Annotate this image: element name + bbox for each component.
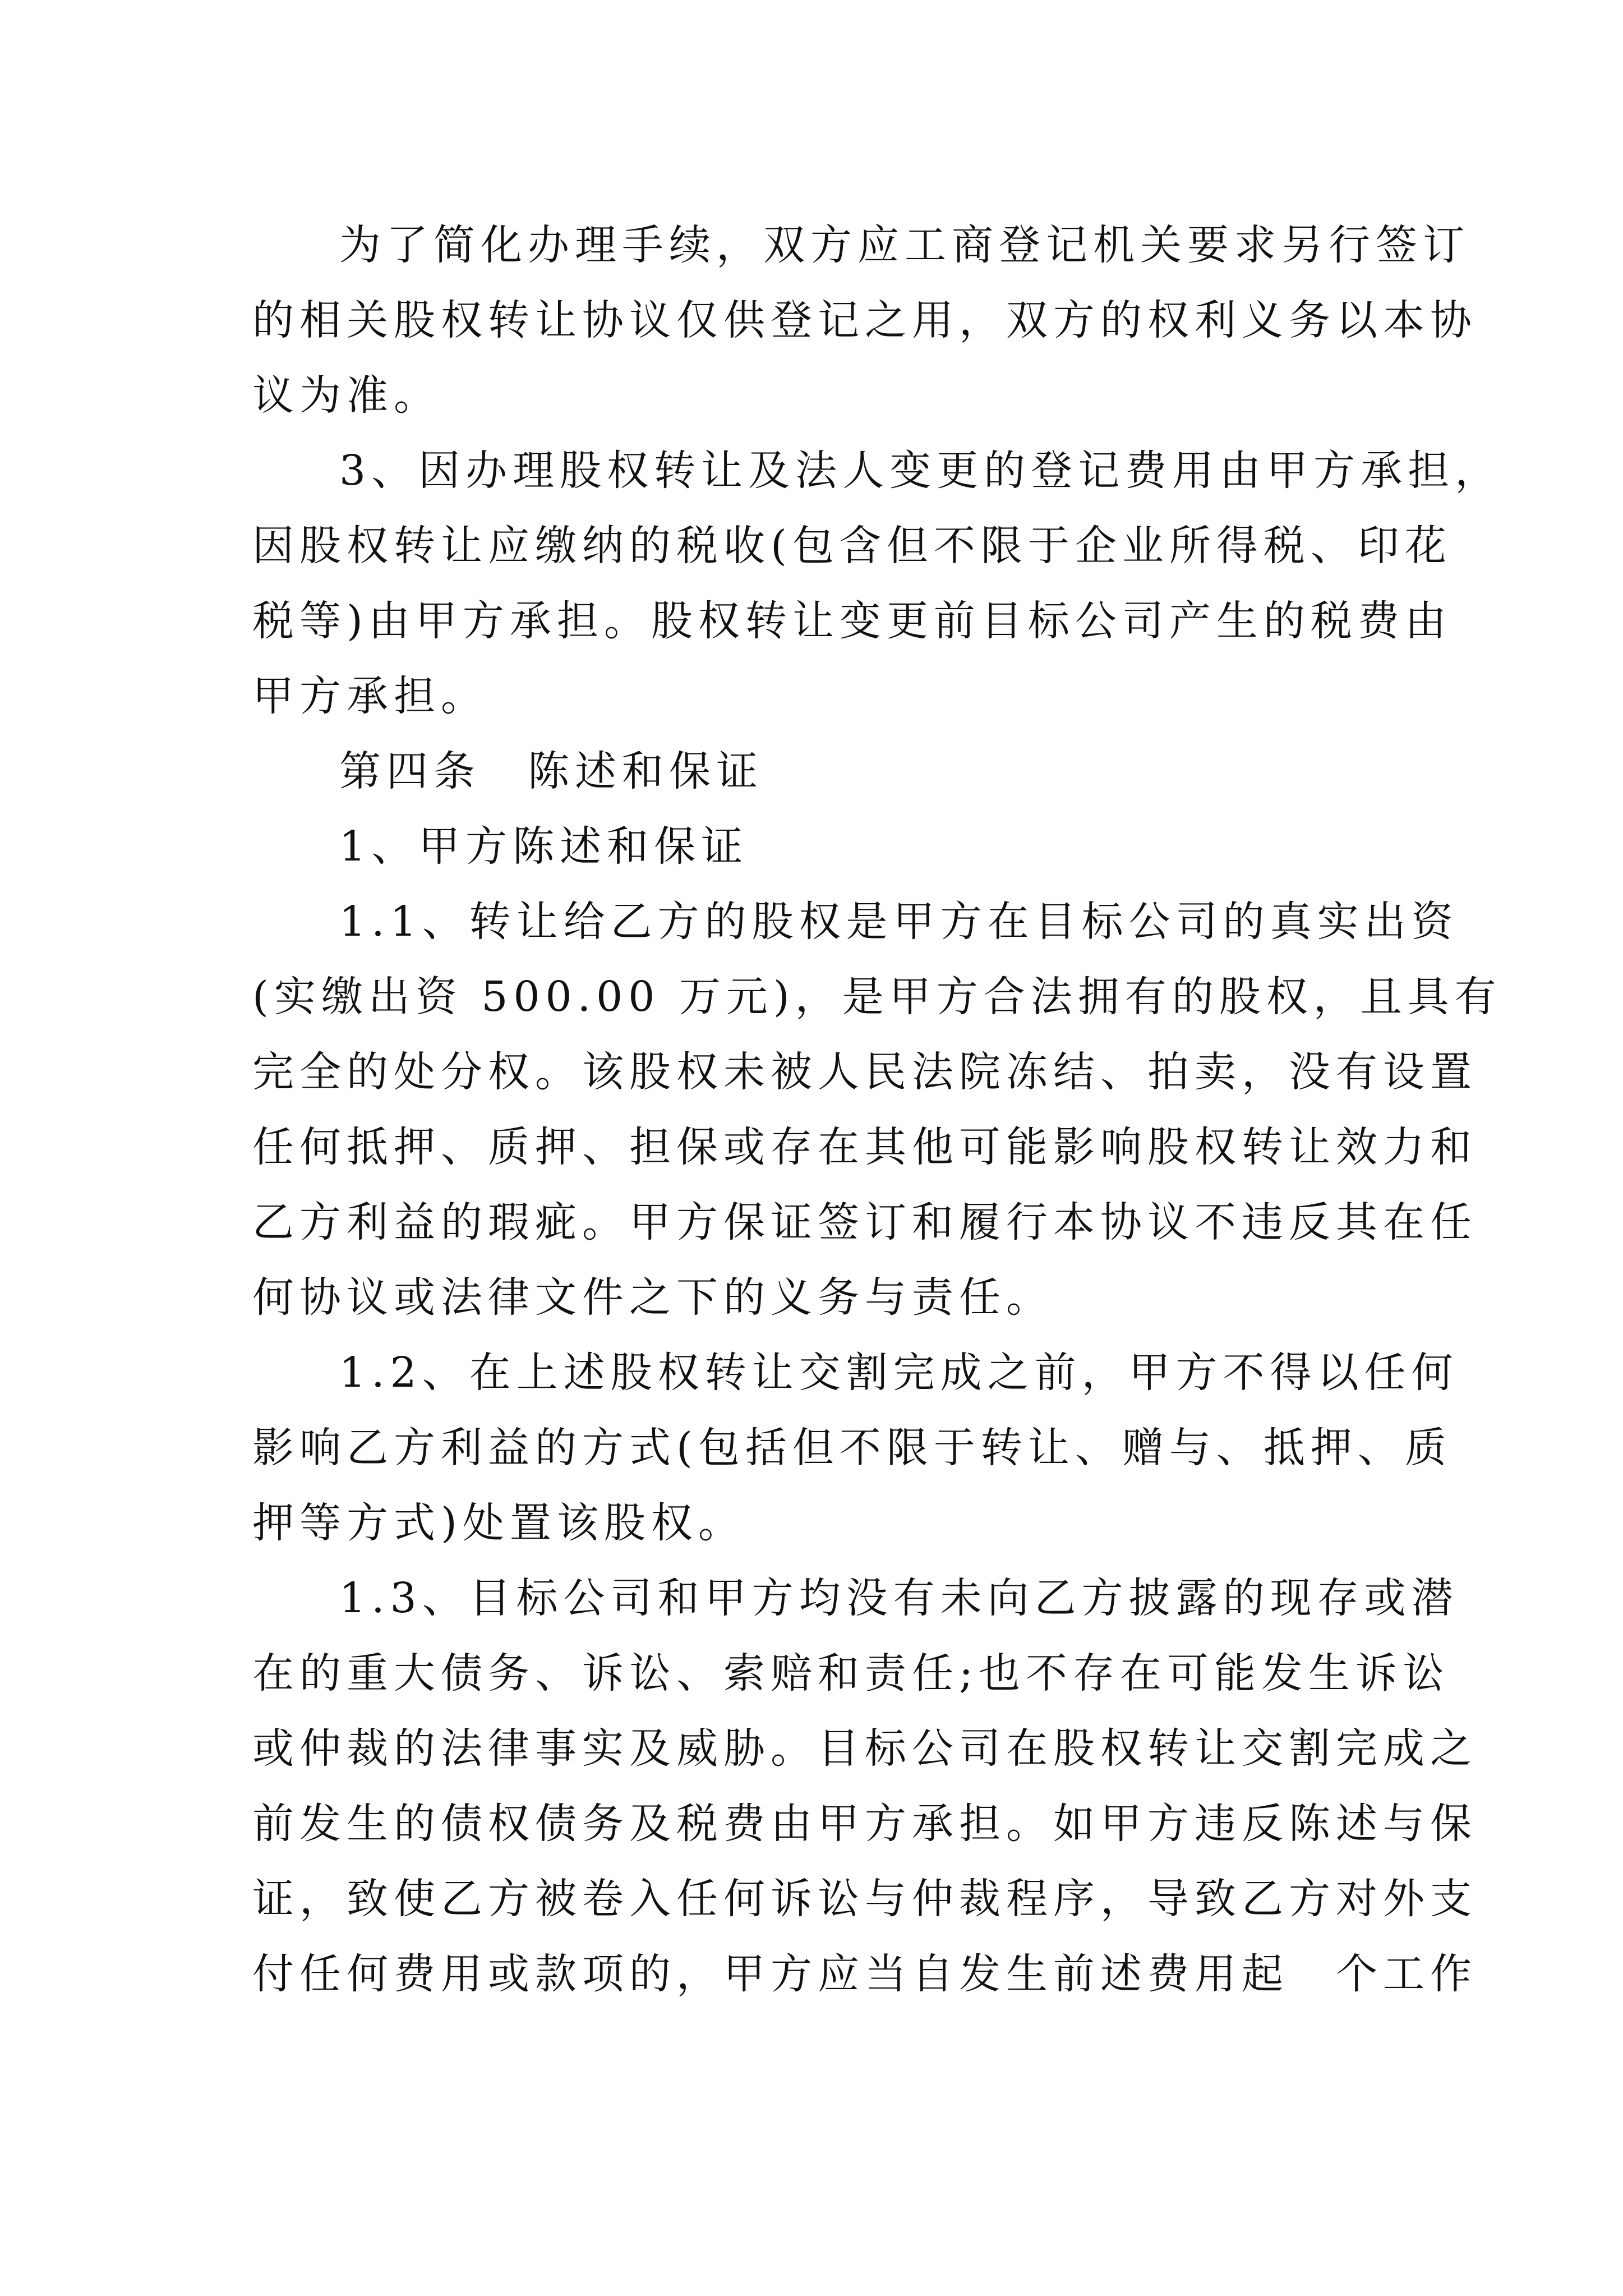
paragraph-line: 任何抵押、质押、担保或存在其他可能影响股权转让效力和: [252, 1123, 1477, 1171]
paragraph-line: 1.2、在上述股权转让交割完成之前，甲方不得以任何: [339, 1349, 1459, 1397]
paragraph-line: 影响乙方利益的方式(包括但不限于转让、赠与、抵押、质: [252, 1424, 1452, 1472]
paragraph-line: 为了简化办理手续，双方应工商登记机关要求另行签订: [339, 221, 1470, 269]
paragraph-line: 付任何费用或款项的，甲方应当自发生前述费用起 个工作: [252, 1950, 1477, 1998]
paragraph-line: 在的重大债务、诉讼、索赔和责任;也不存在可能发生诉讼: [252, 1649, 1450, 1697]
paragraph-line: 的相关股权转让协议仅供登记之用，双方的权利义务以本协: [252, 296, 1477, 344]
paragraph-line: 前发生的债权债务及税费由甲方承担。如甲方违反陈述与保: [252, 1800, 1477, 1848]
paragraph-line: 或仲裁的法律事实及威胁。目标公司在股权转让交割完成之: [252, 1724, 1477, 1773]
paragraph-line: 1.1、转让给乙方的股权是甲方在目标公司的真实出资: [339, 898, 1459, 946]
section-heading: 第四条 陈述和保证: [339, 747, 763, 795]
paragraph-line: 证，致使乙方被卷入任何诉讼与仲裁程序，导致乙方对外支: [252, 1875, 1477, 1923]
paragraph-line: (实缴出资 500.00 万元)，是甲方合法拥有的股权，且具有: [252, 973, 1502, 1021]
paragraph-line: 乙方利益的瑕疵。甲方保证签订和履行本协议不违反其在任: [252, 1198, 1477, 1246]
paragraph-line: 何协议或法律文件之下的义务与责任。: [252, 1273, 1053, 1322]
paragraph-line: 1.3、目标公司和甲方均没有未向乙方披露的现存或潜: [339, 1574, 1459, 1622]
paragraph-line: 押等方式)处置该股权。: [252, 1499, 745, 1547]
paragraph-line: 甲方承担。: [252, 672, 488, 720]
subsection-heading: 1、甲方陈述和保证: [339, 822, 749, 871]
paragraph-line: 税等)由甲方承担。股权转让变更前目标公司产生的税费由: [252, 597, 1452, 645]
paragraph-line: 议为准。: [252, 371, 441, 420]
paragraph-line: 完全的处分权。该股权未被人民法院冻结、拍卖，没有设置: [252, 1048, 1477, 1096]
paragraph-line: 3、因办理股权转让及法人变更的登记费用由甲方承担，: [339, 447, 1502, 495]
paragraph-line: 因股权转让应缴纳的税收(包含但不限于企业所得税、印花: [252, 522, 1452, 570]
